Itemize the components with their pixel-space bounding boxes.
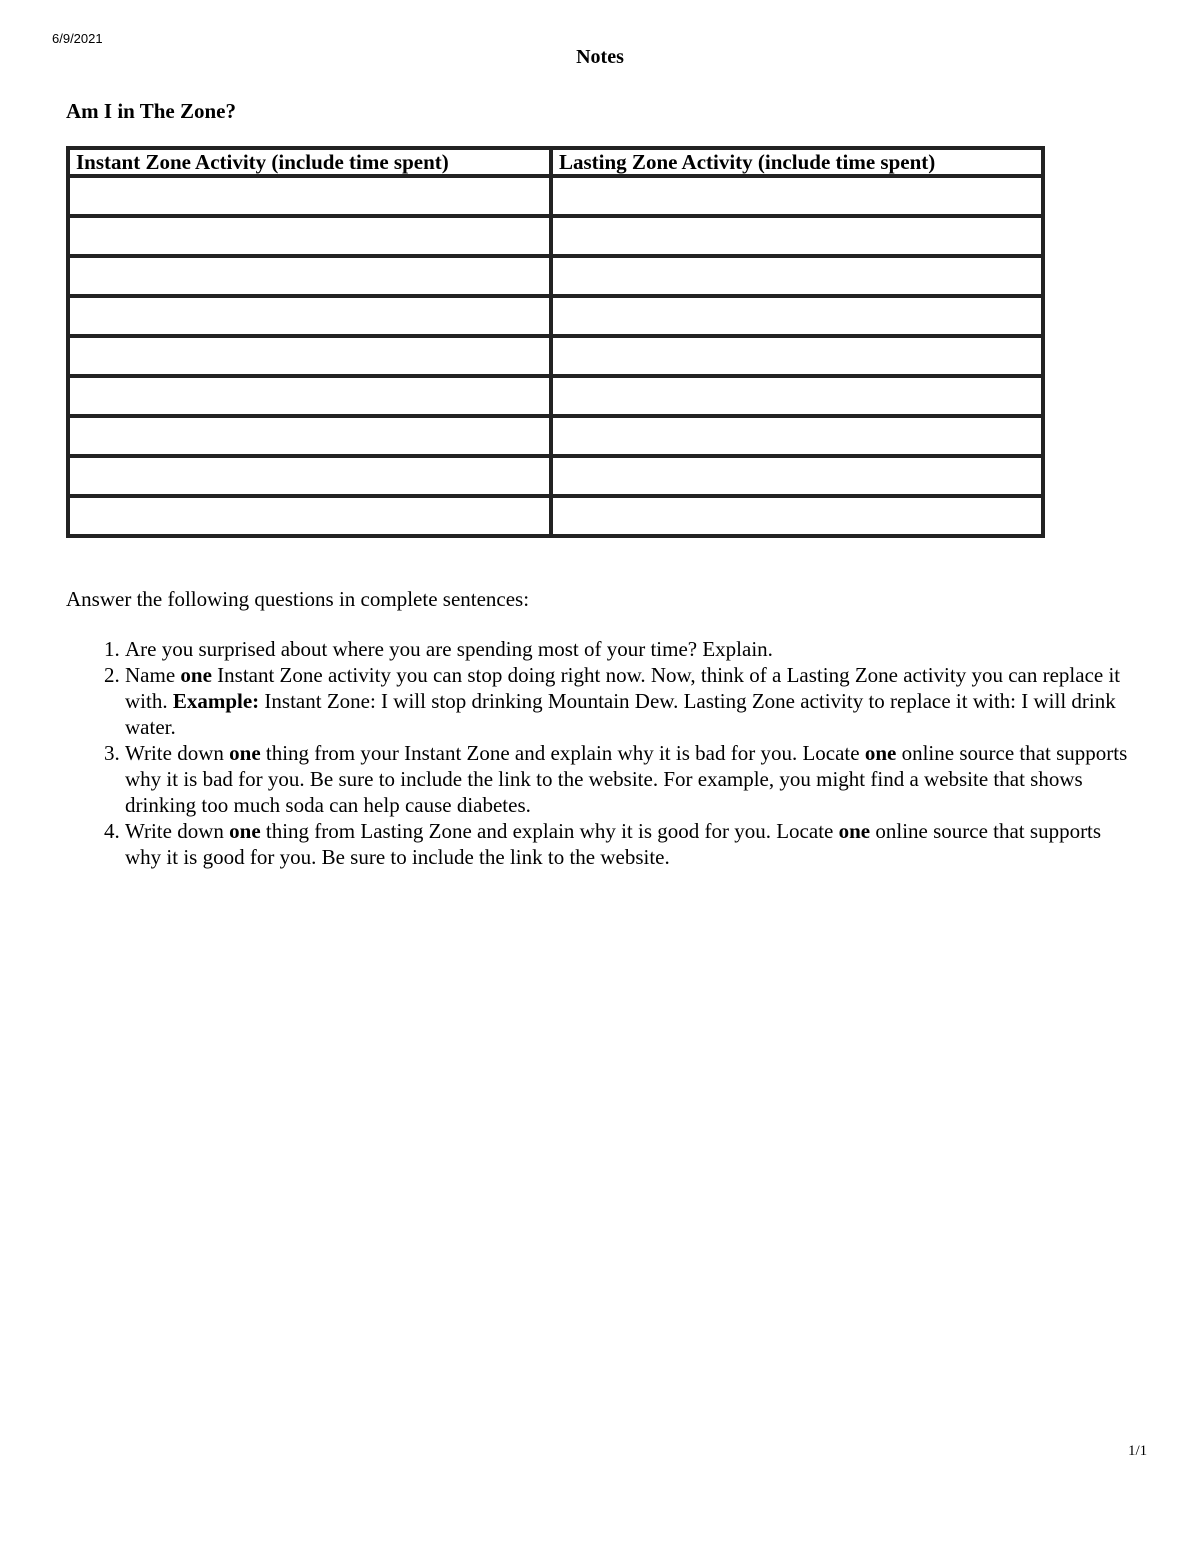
table-row (68, 296, 1043, 336)
table-row (68, 376, 1043, 416)
question-text: Are you surprised about where you are spending most of your time? Explain. (125, 637, 773, 661)
question-item (125, 740, 1135, 818)
questions-list (125, 636, 1135, 870)
question-text: Write down (125, 819, 230, 843)
lasting-zone-cell[interactable] (551, 296, 1043, 336)
instant-zone-cell[interactable] (68, 216, 551, 256)
lasting-zone-cell[interactable] (551, 256, 1043, 296)
emphasis-text: one (229, 741, 261, 765)
table-row (68, 176, 1043, 216)
instant-zone-cell[interactable] (68, 296, 551, 336)
instant-zone-cell[interactable] (68, 176, 551, 216)
question-text: online source that supports why it is good for you. Be sure to include the link to the website. (125, 819, 1102, 869)
instant-zone-cell[interactable] (68, 416, 551, 456)
lasting-zone-header: Lasting Zone Activity (include time spent) (551, 148, 1043, 176)
emphasis-text: one (229, 819, 261, 843)
document-heading: Am I in The Zone? (66, 99, 236, 123)
instant-zone-cell[interactable] (68, 336, 551, 376)
question-item (125, 662, 1135, 740)
table-row (68, 256, 1043, 296)
lasting-zone-cell[interactable] (551, 336, 1043, 376)
table-row (68, 216, 1043, 256)
question-text: thing from your Instant Zone and explain why it is bad for you. Locate (260, 741, 865, 765)
emphasis-text: one (180, 663, 212, 687)
questions-intro: Answer the following questions in complete sentences: (66, 587, 530, 611)
lasting-zone-cell[interactable] (551, 416, 1043, 456)
question-text: Instant Zone activity you can stop doing right now. Now, think of a Lasting Zone activity you can replace it with. (125, 663, 1121, 713)
instant-zone-header: Instant Zone Activity (include time spent) (68, 148, 551, 176)
lasting-zone-cell[interactable] (551, 496, 1043, 536)
table-row (68, 456, 1043, 496)
emphasis-text: one (838, 819, 871, 843)
table-header-row (68, 148, 1043, 176)
lasting-zone-cell[interactable] (551, 176, 1043, 216)
instant-zone-cell[interactable] (68, 256, 551, 296)
emphasis-text: one (864, 741, 897, 765)
table-row (68, 336, 1043, 376)
lasting-zone-cell[interactable] (551, 456, 1043, 496)
table-body (68, 176, 1043, 536)
question-item (125, 818, 1135, 870)
lasting-zone-cell[interactable] (551, 376, 1043, 416)
question-text: online source that supports why it is bad for you. Be sure to include the link to the website. For example, you might find a website that shows drinking too much soda can help cause diabetes. (125, 741, 1128, 817)
instant-zone-cell[interactable] (68, 496, 551, 536)
print-date: 6/9/2021 (52, 31, 103, 46)
question-text: thing from Lasting Zone and explain why it is good for you. Locate (260, 819, 839, 843)
emphasis-text: Example: (172, 689, 260, 713)
question-text: Name (125, 663, 181, 687)
question-text: Write down (125, 741, 230, 765)
instant-zone-cell[interactable] (68, 376, 551, 416)
lasting-zone-cell[interactable] (551, 216, 1043, 256)
table-row (68, 416, 1043, 456)
print-title: Notes (576, 46, 624, 68)
page-number: 1/1 (1128, 1443, 1148, 1459)
instant-zone-cell[interactable] (68, 456, 551, 496)
zone-activity-table (66, 146, 1045, 538)
question-text: Instant Zone: I will stop drinking Mountain Dew. Lasting Zone activity to replace it with: I will drink water. (125, 689, 1116, 739)
question-item (125, 636, 1135, 662)
table-row (68, 496, 1043, 536)
